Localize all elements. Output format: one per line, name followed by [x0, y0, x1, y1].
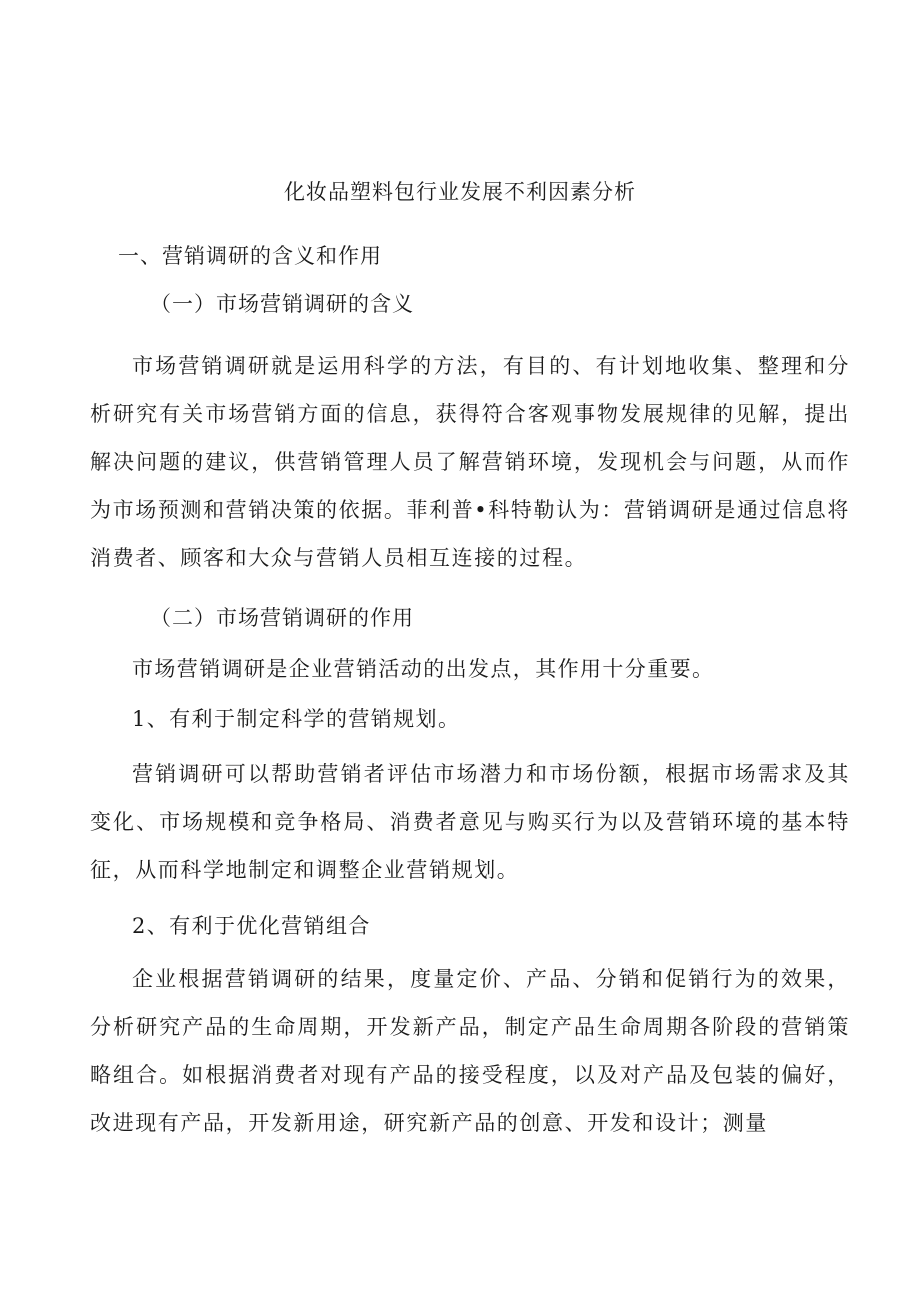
body-paragraph: 市场营销调研是企业营销活动的出发点，其作用十分重要。: [132, 657, 715, 681]
document-title: 化妆品塑料包行业发展不利因素分析: [284, 180, 636, 204]
section-heading: 一、营销调研的含义和作用: [118, 244, 382, 268]
body-paragraph: 企业根据营销调研的结果，度量定价、产品、分销和促销行为的效果，分析研究产品的生命周期，开发新产品，制定产品生命周期各阶段的营销策略组合。如根据消费者对现有产品的接受程度，以及对产品及包装的偏好，改进现有产品，开发新用途，研究新产品的创意、开发和设计；测量: [90, 967, 850, 1135]
subsection-heading: （二）市场营销调研的作用: [150, 606, 414, 630]
body-paragraph: 营销调研可以帮助营销者评估市场潜力和市场份额，根据市场需求及其变化、市场规模和竞争格局、消费者意见与购买行为以及营销环境的基本特征，从而科学地制定和调整企业营销规划。: [90, 762, 850, 882]
list-item: 1、有利于制定科学的营销规划。: [132, 707, 461, 731]
subsection-heading: （一）市场营销调研的含义: [150, 292, 414, 316]
body-paragraph: 市场营销调研就是运用科学的方法，有目的、有计划地收集、整理和分析研究有关市场营销方面的信息，获得符合客观事物发展规律的见解，提出解决问题的建议，供营销管理人员了解营销环境，发现机会与问题，从而作为市场预测和营销决策的依据。菲利普•科特勒认为：营销调研是通过信息将消费者、顾客和大众与营销人员相互连接的过程。: [90, 354, 850, 570]
list-item: 2、有利于优化营销组合: [132, 914, 371, 938]
